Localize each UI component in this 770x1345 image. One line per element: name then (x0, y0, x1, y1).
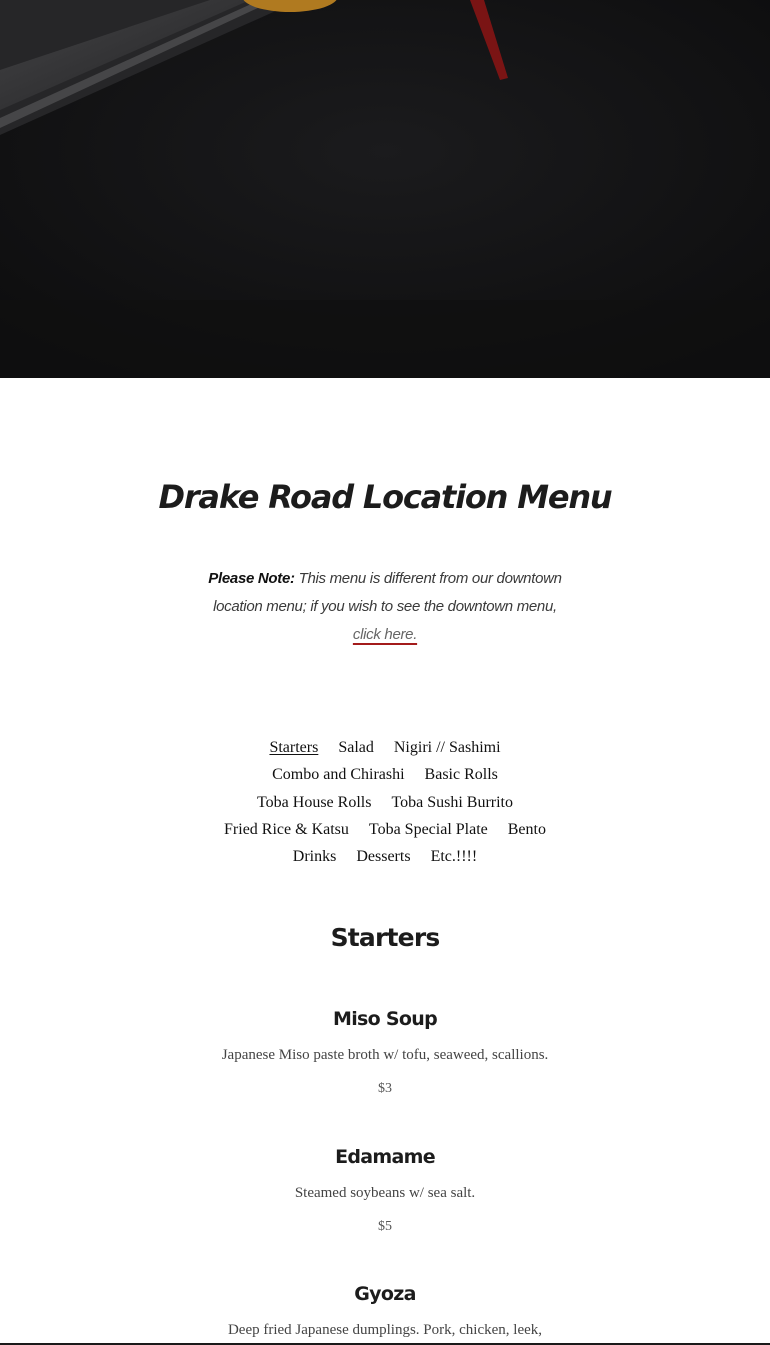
nav-link-basic-rolls[interactable]: Basic Rolls (424, 766, 498, 784)
menu-note (205, 565, 565, 649)
downtown-menu-link[interactable]: click here. (352, 626, 418, 643)
menu-item-description: Deep fried Japanese dumplings. Pork, chicken, leek, (227, 1322, 543, 1338)
menu-item-name: Edamame (335, 1146, 435, 1168)
nav-link-fried-rice-katsu[interactable]: Fried Rice & Katsu (224, 820, 349, 838)
hero-photo-graphic (0, 0, 770, 378)
hero-image (0, 0, 770, 378)
nav-link-toba-house-rolls[interactable]: Toba House Rolls (257, 793, 372, 811)
nav-link-toba-sushi-burrito[interactable]: Toba Sushi Burrito (391, 793, 513, 811)
note-label: Please Note: (208, 570, 295, 587)
menu-item-name: Miso Soup (333, 1008, 437, 1030)
menu-item (0, 1280, 770, 1340)
page-title: Drake Road Location Menu (158, 478, 612, 516)
menu-item-name: Gyoza (354, 1283, 416, 1305)
section-nav (185, 734, 585, 870)
nav-link-bento[interactable]: Bento (507, 820, 546, 838)
menu-item (0, 1143, 770, 1237)
nav-link-etc[interactable]: Etc.!!!! (430, 848, 478, 866)
menu-item-price: $3 (378, 1081, 392, 1096)
nav-link-starters[interactable]: Starters (269, 739, 319, 756)
menu-item-description: Steamed soybeans w/ sea salt. (294, 1185, 476, 1201)
nav-link-toba-special-plate[interactable]: Toba Special Plate (368, 820, 488, 838)
nav-link-nigiri-sashimi[interactable]: Nigiri // Sashimi (393, 739, 501, 756)
nav-link-combo-chirashi[interactable]: Combo and Chirashi (272, 766, 405, 784)
menu-item-description: Japanese Miso paste broth w/ tofu, seaweed, scallions. (221, 1047, 549, 1063)
section-heading-starters: Starters (330, 923, 440, 952)
nav-link-desserts[interactable]: Desserts (356, 848, 411, 866)
nav-link-drinks[interactable]: Drinks (292, 848, 337, 866)
menu-item-price: $5 (378, 1219, 392, 1234)
note-text: This menu is different from our downtown location menu; if you wish to see the downtown menu, (213, 570, 562, 615)
menu-item (0, 1005, 770, 1099)
nav-link-salad[interactable]: Salad (338, 739, 374, 756)
